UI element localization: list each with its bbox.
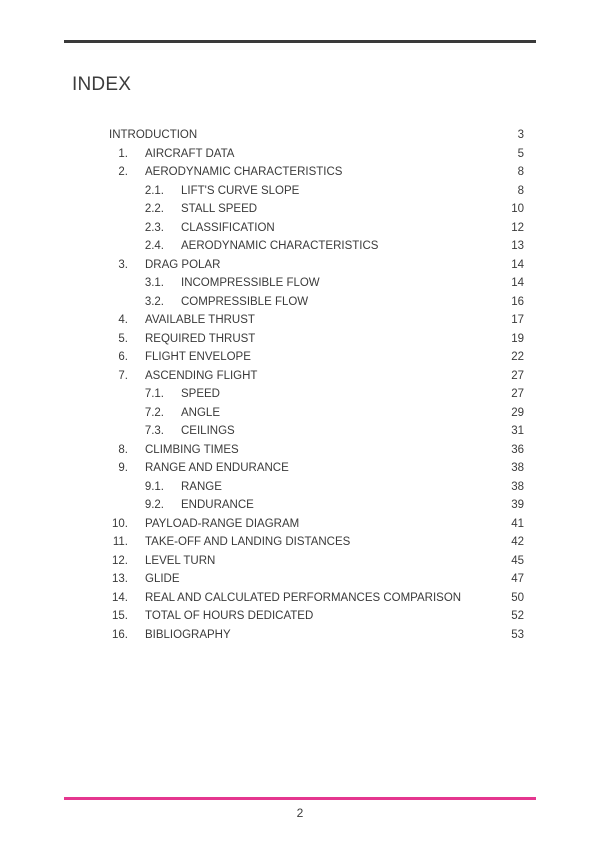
toc-entry[interactable] [0,626,600,645]
toc-entry[interactable] [0,274,600,293]
toc-entry[interactable] [0,293,600,312]
toc-entry-page: 45 [511,554,524,567]
toc-entry-number: 12. [112,554,128,567]
toc-entry[interactable] [0,256,600,275]
toc-entry-label: RANGE [181,480,222,493]
toc-entry-page: 19 [511,332,524,345]
toc-entry-number: 3.1. [144,277,164,289]
toc-entry[interactable] [0,496,600,515]
toc-entry-page: 14 [511,277,524,289]
toc-entry-label: AERODYNAMIC CHARACTERISTICS [181,240,379,252]
toc-entry-number: 1. [118,147,128,160]
toc-entry-label: ASCENDING FLIGHT [145,369,258,382]
toc-entry-page: 3 [517,129,524,141]
toc-entry-number: 2. [118,166,128,178]
toc-entry-page: 13 [511,240,524,252]
toc-entry-number: 9. [118,462,128,474]
toc-entry[interactable] [0,126,600,145]
footer-divider [64,797,536,800]
toc-entry[interactable] [0,552,600,571]
toc-entry-label: AVAILABLE THRUST [145,314,255,326]
toc-entry-page: 29 [511,406,524,419]
toc-entry[interactable] [0,589,600,608]
toc-entry-label: TOTAL OF HOURS DEDICATED [145,610,314,622]
toc-entry-number: 2.4. [144,240,164,252]
table-of-contents [0,126,600,644]
toc-entry-page: 16 [511,295,524,308]
toc-entry-page: 8 [517,184,524,197]
page-number: 2 [296,806,304,820]
toc-entry-number: 14. [112,591,128,604]
toc-entry-number: 2.2. [144,203,164,215]
toc-entry-number: 9.2. [144,499,164,511]
toc-entry-label: PAYLOAD-RANGE DIAGRAM [145,517,300,530]
toc-entry-page: 38 [511,480,524,493]
toc-entry-page: 27 [511,369,524,382]
toc-entry[interactable] [0,385,600,404]
toc-entry-label: INTRODUCTION [109,129,198,141]
toc-entry-label: GLIDE [145,573,180,585]
toc-entry-label: SPEED [181,388,220,400]
toc-entry-label: FLIGHT ENVELOPE [145,351,251,363]
toc-entry-number: 2.3. [144,221,164,234]
toc-entry[interactable] [0,330,600,349]
toc-entry-number: 9.1. [144,480,164,493]
toc-entry-label: ENDURANCE [181,499,254,511]
toc-entry[interactable] [0,367,600,386]
toc-entry-page: 39 [511,499,524,511]
toc-entry-page: 5 [517,147,524,160]
toc-entry-number: 6. [118,351,128,363]
toc-entry-label: CLIMBING TIMES [145,443,239,456]
toc-entry-page: 27 [511,388,524,400]
toc-entry-page: 42 [511,536,524,548]
toc-entry-label: DRAG POLAR [145,258,221,271]
toc-entry-label: COMPRESSIBLE FLOW [181,295,309,308]
toc-entry[interactable] [0,459,600,478]
toc-entry-number: 3. [118,258,128,271]
toc-entry[interactable] [0,478,600,497]
toc-entry-page: 8 [517,166,524,178]
toc-entry-page: 53 [511,628,524,641]
toc-entry-number: 10. [112,517,128,530]
toc-entry-number: 7.2. [144,406,164,419]
toc-entry[interactable] [0,570,600,589]
page-title: INDEX [72,74,132,95]
toc-entry-label: INCOMPRESSIBLE FLOW [181,277,320,289]
toc-entry-number: 7.1. [144,388,164,400]
toc-entry-page: 52 [511,610,524,622]
toc-entry[interactable] [0,182,600,201]
toc-entry-page: 31 [511,425,524,437]
toc-entry[interactable] [0,311,600,330]
header-divider [64,40,536,43]
toc-entry-page: 17 [511,314,524,326]
toc-entry[interactable] [0,219,600,238]
toc-entry[interactable] [0,533,600,552]
toc-entry[interactable] [0,404,600,423]
toc-entry-label: CEILINGS [181,425,235,437]
toc-entry-label: STALL SPEED [181,203,258,215]
toc-entry-label: RANGE AND ENDURANCE [145,462,289,474]
toc-entry[interactable] [0,607,600,626]
toc-entry-number: 16. [112,628,128,641]
toc-entry[interactable] [0,145,600,164]
toc-entry-page: 14 [511,258,524,271]
toc-entry-page: 36 [511,443,524,456]
toc-entry-number: 7.3. [144,425,164,437]
toc-entry-page: 22 [511,351,524,363]
toc-entry[interactable] [0,237,600,256]
toc-entry-label: REQUIRED THRUST [145,332,256,345]
toc-entry-page: 50 [511,591,524,604]
toc-entry-number: 2.1. [144,184,164,197]
toc-entry-page: 47 [511,573,524,585]
toc-entry-label: TAKE-OFF AND LANDING DISTANCES [145,536,351,548]
toc-entry-number: 13. [112,573,128,585]
toc-entry-label: AIRCRAFT DATA [145,147,235,160]
toc-entry-label: CLASSIFICATION [181,221,275,234]
toc-entry-number: 7. [118,369,128,382]
toc-entry-page: 38 [511,462,524,474]
toc-entry-label: ANGLE [181,406,220,419]
toc-entry-number: 15. [112,610,128,622]
toc-entry[interactable] [0,515,600,534]
toc-entry-label: LEVEL TURN [145,554,216,567]
toc-entry-number: 5. [118,332,128,345]
toc-entry[interactable] [0,200,600,219]
toc-entry-label: BIBLIOGRAPHY [145,628,231,641]
toc-entry-number: 3.2. [144,295,164,308]
toc-entry-number: 4. [118,314,128,326]
toc-entry-page: 12 [511,221,524,234]
toc-entry[interactable] [0,348,600,367]
toc-entry[interactable] [0,163,600,182]
toc-entry[interactable] [0,441,600,460]
toc-entry-label: REAL AND CALCULATED PERFORMANCES COMPARISON [145,591,462,604]
toc-entry-label: AERODYNAMIC CHARACTERISTICS [145,166,343,178]
toc-entry[interactable] [0,422,600,441]
toc-entry-number: 8. [118,443,128,456]
toc-entry-page: 41 [511,517,524,530]
toc-entry-label: LIFT'S CURVE SLOPE [181,184,300,197]
toc-entry-number: 11. [112,536,128,548]
toc-entry-page: 10 [511,203,524,215]
